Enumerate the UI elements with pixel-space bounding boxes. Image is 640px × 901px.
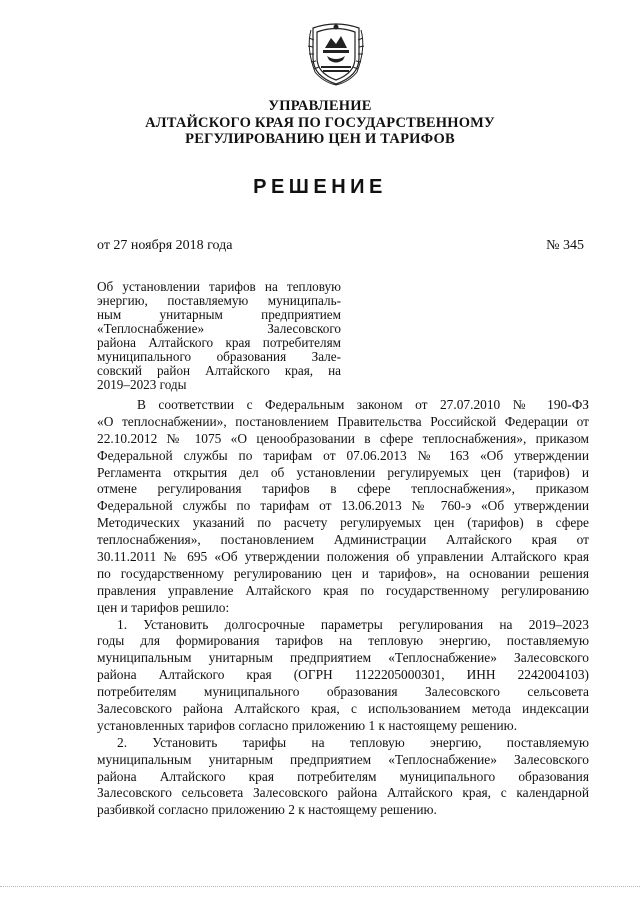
body-line: Залесовского района Алтайского края, с использованием метода индексации: [97, 701, 589, 717]
subject-line: муниципального образования Зале-: [97, 349, 341, 364]
body-line: правления управление Алтайского края по государственному регулированию: [97, 582, 589, 598]
body-line: муниципальным унитарным предприятием «Теплоснабжение» Залесовского: [97, 650, 589, 666]
subject-line: района Алтайского края потребителям: [97, 335, 341, 350]
body-line: Методических указаний по расчету регулируемых цен (тарифов) в сфере: [97, 515, 589, 531]
body-line: 1. Установить долгосрочные параметры регулирования на 2019–2023: [117, 616, 589, 632]
subject-line: совский район Алтайского края, на: [97, 363, 341, 378]
org-line-3: РЕГУЛИРОВАНИЮ ЦЕН И ТАРИФОВ: [185, 131, 455, 147]
body-line: установленных тарифов согласно приложению 1 к настоящему решению.: [97, 717, 518, 733]
body-line: Федеральной службы по тарифам от 13.06.2013 № 760-э «Об утверждении: [97, 498, 589, 514]
body-line: отмене регулирования тарифов в сфере теплоснабжения», приказом: [97, 481, 589, 497]
subject-line: энергию, поставляемую муниципаль-: [97, 293, 341, 308]
document-title: РЕШЕНИЕ: [253, 176, 387, 198]
body-line: района Алтайского края (ОГРН 1122205000301, ИНН 2242004103): [97, 667, 589, 683]
body-line: теплоснабжения», постановлением Администрации Алтайского края от: [97, 532, 589, 548]
body-line: Федеральной службы по тарифам от 07.06.2013 № 163 «Об утверждении: [97, 447, 589, 463]
subject-line: ным унитарным предприятием: [97, 307, 341, 322]
decision-body: [97, 397, 589, 819]
body-line: В соответствии с Федеральным законом от 27.07.2010 № 190-ФЗ: [137, 397, 589, 412]
body-line: по государственному регулированию цен и тарифов», на основании решения: [97, 565, 589, 581]
page-bottom-rule: [0, 886, 640, 887]
decision-number: № 345: [546, 238, 584, 253]
org-line-2: АЛТАЙСКОГО КРАЯ ПО ГОСУДАРСТВЕННОМУ: [145, 114, 495, 131]
body-line: муниципальным унитарным предприятием «Теплоснабжение» Залесовского: [97, 751, 589, 767]
body-line: 22.10.2012 № 1075 «О ценообразовании в сфере теплоснабжения», приказом: [97, 430, 589, 446]
organization-name: [0, 98, 640, 148]
org-line-1: УПРАВЛЕНИЕ: [268, 98, 372, 114]
body-line: Регламента открытия дел об установлении регулируемых цен (тарифов) и: [97, 464, 589, 480]
decision-date: от 27 ноября 2018 года: [97, 238, 233, 253]
subject-line: «Теплоснабжение» Залесовского: [97, 321, 341, 336]
body-line: района Алтайского края потребителям муниципального образования: [97, 768, 589, 784]
body-line: «О теплоснабжении», постановлением Правительства Российской Федерации от: [97, 413, 589, 429]
body-line: Залесовского сельсовета Залесовского района Алтайского края, с календарной: [97, 785, 589, 801]
subject-line: Об установлении тарифов на тепловую: [97, 279, 341, 294]
body-line: потребителям муниципального образования Залесовского сельсовета: [97, 684, 589, 700]
body-line: годы для формирования тарифов на тепловую энергию, поставляемую: [97, 633, 589, 649]
body-line: цен и тарифов решило:: [97, 599, 230, 615]
decision-subject: [97, 280, 341, 392]
body-line: 2. Установить тарифы на тепловую энергию, поставляемую: [117, 734, 589, 750]
altai-coat-of-arms-emblem: [305, 18, 367, 86]
body-line: 30.11.2011 № 695 «Об утверждении положения об управлении Алтайского края: [97, 549, 589, 565]
subject-line: 2019–2023 годы: [97, 377, 187, 392]
body-line: разбивкой согласно приложению 2 к настоящему решению.: [97, 802, 437, 818]
